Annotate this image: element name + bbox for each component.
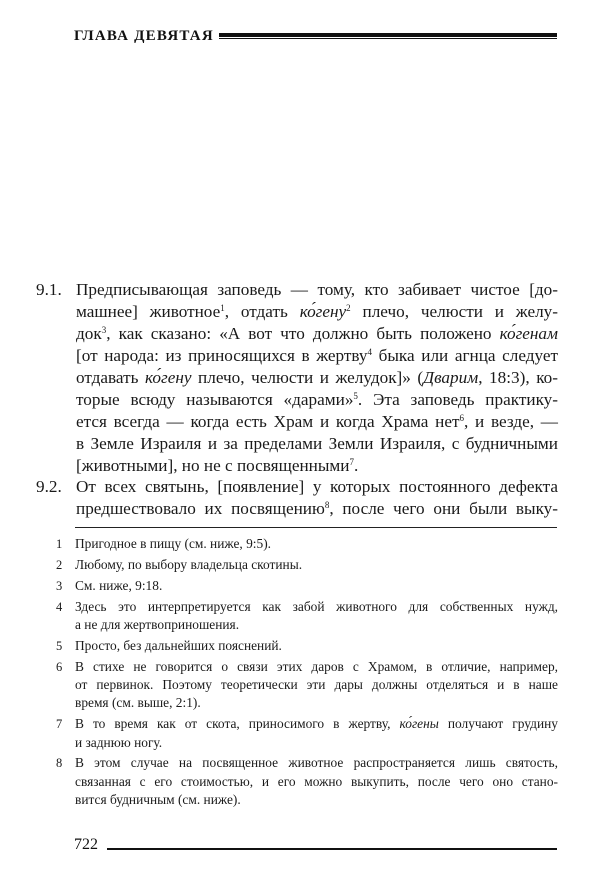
footnote-separator	[75, 527, 557, 528]
italic-term: ко́гены	[399, 716, 439, 732]
footnote-ref: 2	[346, 303, 351, 313]
footnote-number: 3	[56, 578, 63, 593]
footnote-ref: 3	[101, 325, 107, 335]
text-line: Просто, без дальнейших пояснений.	[75, 637, 282, 653]
text-line: В то время как от скота, приносимого в жертву, ко́гены получают грудину	[75, 716, 559, 732]
header-rule-thin	[219, 38, 557, 39]
footnote-item	[52, 715, 558, 752]
footnote-item	[52, 658, 558, 713]
footnote-item	[52, 754, 558, 809]
footnote-text	[75, 535, 558, 553]
footnote-number: 2	[56, 557, 63, 572]
footnote-item	[52, 577, 558, 595]
paragraph-number: 9.1.	[36, 280, 62, 299]
footnote-number: 6	[56, 659, 63, 674]
text-line: См. ниже, 9:18.	[75, 577, 163, 593]
footnote-ref: 6	[459, 413, 464, 423]
footnote-ref: 4	[367, 347, 373, 357]
paragraph-text	[76, 476, 558, 520]
footnote-text	[75, 658, 558, 713]
footnote-number: 4	[56, 599, 63, 614]
paragraph-9-1	[36, 279, 558, 477]
footnote-number: 1	[56, 537, 63, 551]
italic-term: Дварим	[423, 368, 479, 387]
paragraph-number: 9.2.	[36, 477, 62, 496]
italic-term: ко́гену	[299, 302, 347, 321]
text-line: От всех святынь, [появление] у которых постоянного дефекта	[76, 477, 558, 496]
text-line: торые всюду называются «дарами»$^5$. Эта заповедь практику-	[76, 390, 558, 409]
footnote-number: 8	[56, 756, 63, 771]
footer-rule	[107, 848, 557, 850]
header-double-rule	[219, 33, 557, 40]
text-line: док$^3$, как сказано: «А вот что должно быть положено ко́генам	[76, 324, 558, 343]
page-number: 722	[74, 836, 98, 853]
text-line: связанная с его стоимостью, и его можно выкупить, после чего оно стано-	[75, 773, 558, 789]
footnotes	[52, 535, 558, 812]
paragraph-text	[76, 279, 558, 477]
text-line: время (см. выше, 2:1).	[75, 695, 201, 711]
page-footer	[74, 836, 557, 854]
text-line: от первинок. Поэтому теоретически эти дары должны отделяться и в наше	[75, 677, 558, 693]
text-line: Любому, по выбору владельца скотины.	[75, 556, 303, 572]
text-line: Предписывающая заповедь — тому, кто забивает чистое [до-	[76, 280, 558, 299]
footnote-number: 5	[56, 638, 63, 653]
footnote-item	[52, 556, 558, 574]
running-head	[74, 26, 557, 46]
footnote-item	[52, 535, 558, 553]
text-line: В этом случае на посвященное животное распространяется лишь святость,	[75, 755, 558, 771]
text-line: и заднюю ногу.	[75, 734, 163, 750]
footnote-number: 7	[56, 717, 63, 732]
footnote-text	[75, 556, 558, 574]
footnote-ref: 8	[324, 500, 330, 510]
text-line: предшествовало их посвящению$^8$, после чего они были выку-	[76, 499, 558, 518]
header-rule-thick	[219, 33, 557, 37]
text-line: отдавать ко́гену плечо, челюсти и желудок]» (Дварим, 18:3), ко-	[76, 368, 558, 387]
text-line: а не для жертвоприношения.	[75, 616, 240, 632]
footnote-text	[75, 637, 558, 655]
text-line: машнее] животное$^1$, отдать ко́гену$^2$ плечо, челюсти и желу-	[76, 302, 558, 321]
footnote-item	[52, 598, 558, 635]
text-line: [животными], но не с посвященными$^7$.	[76, 456, 359, 475]
text-line: В стихе не говорится о связи этих даров с Храмом, в отличие, например,	[75, 658, 558, 674]
footnote-text	[75, 715, 558, 752]
text-line: в Земле Израиля и за пределами Земли Израиля, с будничными	[76, 434, 558, 453]
text-line: Пригодное в пищу (см. ниже, 9:5).	[75, 536, 272, 551]
footnote-text	[75, 598, 558, 635]
text-line: Здесь это интерпретируется как забой животного для собственных нужд,	[75, 598, 558, 614]
footnote-text	[75, 577, 558, 595]
chapter-title: ГЛАВА ДЕВЯТАЯ	[74, 28, 214, 44]
paragraph-9-2	[36, 476, 558, 520]
footnote-ref: 7	[349, 457, 354, 467]
footnote-ref: 5	[353, 391, 358, 401]
text-line: вится будничным (см. ниже).	[75, 792, 241, 808]
text-line: ется всегда — когда есть Храм и когда Храма нет$^6$, и везде, —	[76, 412, 558, 431]
italic-term: ко́генам	[499, 324, 558, 343]
footnote-ref: 1	[220, 303, 225, 313]
footnote-text	[75, 754, 558, 809]
text-line: [от народа: из приносящихся в жертву$^4$ быка или агнца следует	[76, 346, 558, 365]
footnote-item	[52, 637, 558, 655]
italic-term: ко́гену	[145, 368, 192, 387]
